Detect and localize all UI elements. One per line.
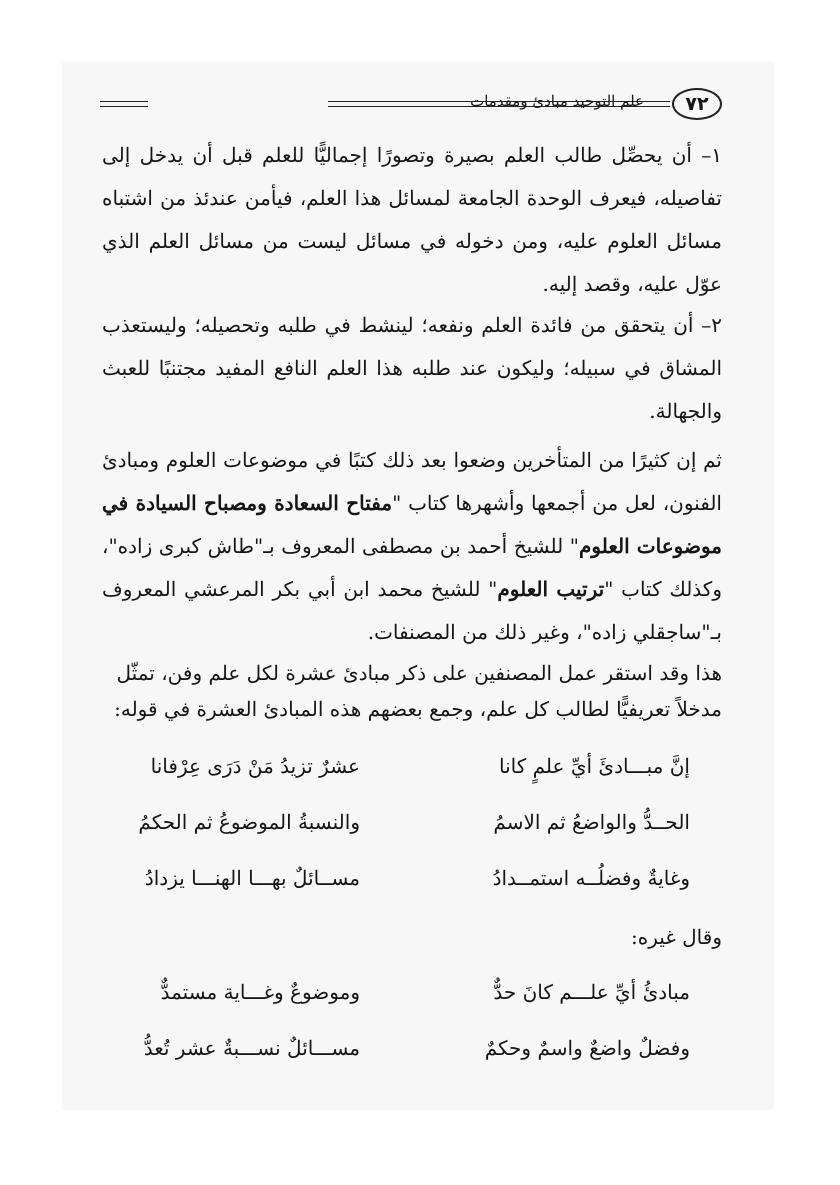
paragraph-books [102,439,722,654]
book-title-miftah: مفتاح السعادة ومصباح السيادة في موضوعات العلوم [102,491,723,558]
verse-second-hemistich: مســـائلٌ نســـبةٌ عشر تُعدُّ [143,1036,360,1060]
poem1-verse-1 [120,754,720,794]
poem2-verse-1 [120,980,720,1020]
paragraph-point-2: ٢– أن يتحقق من فائدة العلم ونفعه؛ لينشط في طلبه وتحصيله؛ وليستعذب المشاق في سبيله؛ وليكون عند طلبه هذا العلم النافع المفيد مجتنبًا للعبث والجهالة. [102,313,722,423]
poem2-verse-2 [120,1036,720,1076]
verse-first-hemistich: وغايةٌ وفضلُــه استمــدادُ [492,866,690,890]
text-run: ثم إن كثيرًا من المتأخرين وضعوا بعد ذلك كتبًا في موضوعات العلوم ومبادئ الفنون، لعل من أجمعها وأشهرها كتاب " [102,448,722,515]
paragraph-point-1: ١– أن يحصِّل طالب العلم بصيرة وتصورًا إجماليًّا للعلم قبل أن يدخل إلى تفاصيله، فيعرف الوحدة الجامعة لمسائل هذا العلم، فيأمن عندئذ من اشتباه مسائل العلوم عليه، ومن دخوله في مسائل ليست من مسائل العلم الذي عوّل عليه، وقصد إليه. [102,143,722,296]
verse-second-hemistich: وموضوعٌ وغـــاية مستمدٌّ [160,980,360,1004]
page-number: ٧٢ [672,88,722,120]
text-run: " للشيخ محمد ابن أبي بكر المرعشي المعروف بـ"ساجقلي زاده"، وغير ذلك من المصنفات. [102,577,722,644]
paragraph-intro-line-2: مدخلاً تعريفيًّا لطالب كل علم، وجمع بعضهم هذه المبادئ العشرة في قوله: [114,697,722,721]
verse-second-hemistich: والنسبةُ الموضوعُ ثم الحكمُ [138,810,360,834]
header-rule-short [100,101,148,107]
text-run: " للشيخ أحمد بن مصطفى المعروف بـ"طاش كبرى زاده"، وكذلك كتاب " [102,534,722,601]
poem1-verse-2 [120,810,720,850]
paragraph-intro-line-1: هذا وقد استقر عمل المصنفين على ذكر مبادئ عشرة لكل علم وفن، تمثّل [116,661,722,685]
poem1-verse-3 [120,866,720,906]
verse-second-hemistich: عشرٌ تزيدُ مَنْ دَرَى عِرْفانا [150,754,360,778]
verse-first-hemistich: مبادئُ أيِّ علـــم كانَ حدٌّ [493,980,690,1004]
running-title: علم التوحيد مبادئ ومقدمات [470,92,644,110]
verse-first-hemistich: إنَّ مبـــادئَ أيِّ علمٍ كانا [498,754,690,778]
verse-second-hemistich: مســائلٌ بهـــا الهنـــا يزدادُ [144,866,360,890]
page-header [100,88,722,124]
qala-ghayruh: وقال غيره: [631,925,722,949]
verse-first-hemistich: وفضلٌ واضعٌ واسمٌ وحكمٌ [484,1036,690,1060]
book-title-tartib: ترتيب العلوم [497,577,605,601]
verse-first-hemistich: الحــدُّ والواضعُ ثم الاسمُ [493,810,690,834]
